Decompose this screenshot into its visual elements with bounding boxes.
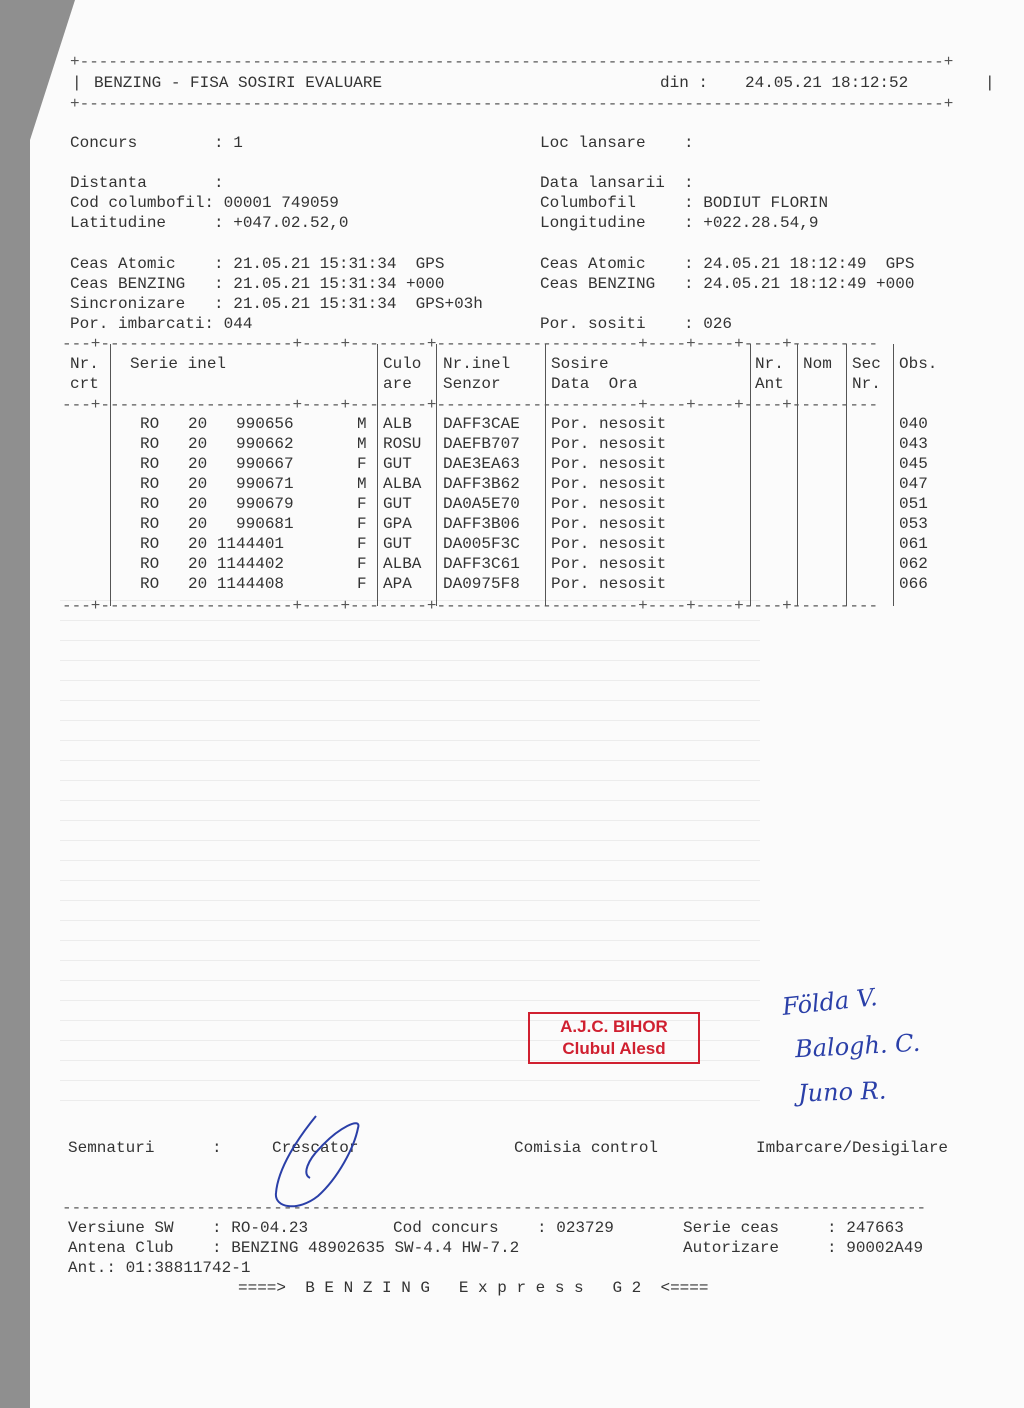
cell-sex: F (357, 495, 367, 513)
cell-obs: 040 (899, 415, 928, 433)
club-stamp (528, 1012, 700, 1064)
th-sec: Sec (852, 355, 881, 373)
info-concurs: Concurs : 1 (70, 134, 243, 152)
header-right-bar: | (985, 74, 995, 92)
col-sep (750, 344, 751, 606)
th-obs: Obs. (899, 355, 938, 373)
th-ant: Ant (755, 375, 784, 393)
col-sep (545, 344, 546, 606)
th-senzor: Senzor (443, 375, 501, 393)
cell-serie-inel: RO 20 990662 (140, 435, 294, 453)
footer-ant: Ant.: 01:38811742-1 (68, 1259, 251, 1277)
cell-sex: M (357, 415, 367, 433)
table-bottom-rule: ---+--------------------+----+--------+---------------------+----+----+----+--------- (62, 597, 879, 615)
footer-serie-ceas: Serie ceas : 247663 (683, 1219, 904, 1237)
cell-obs: 053 (899, 515, 928, 533)
info-loc-lansare: Loc lansare : (540, 134, 694, 152)
th-sosire: Sosire (551, 355, 609, 373)
cell-senzor: DA0975F8 (443, 575, 520, 593)
cell-obs: 047 (899, 475, 928, 493)
header-din-value: 24.05.21 18:12:52 (745, 74, 909, 92)
cell-senzor: DAFF3B62 (443, 475, 520, 493)
cell-serie-inel: RO 20 990681 (140, 515, 294, 533)
handwritten-signature-2: Balogh. C. (794, 1028, 921, 1064)
cell-obs: 066 (899, 575, 928, 593)
cell-obs: 043 (899, 435, 928, 453)
stamp-line-1: A.J.C. BIHOR (560, 1017, 668, 1036)
cell-sex: M (357, 475, 367, 493)
col-sep (436, 344, 437, 606)
cell-serie-inel: RO 20 1144408 (140, 575, 285, 593)
info-longitudine: Longitudine : +022.28.54,9 (540, 214, 819, 232)
info-ceas-benzing-start: Ceas BENZING : 21.05.21 15:31:34 +000 (70, 275, 445, 293)
cell-serie-inel: RO 20 1144402 (140, 555, 285, 573)
th-nr-inel: Nr.inel (443, 355, 511, 373)
cell-culoare: GUT (383, 455, 412, 473)
cell-sosire: Por. nesosit (551, 575, 667, 593)
header-din-label: din : (660, 74, 709, 92)
col-sep (893, 344, 894, 606)
footer-top-rule: ------------------------------------------------------------------------------------------ (62, 1199, 927, 1217)
sig-imbarcare: Imbarcare/Desigilare (756, 1139, 949, 1157)
info-sincronizare: Sincronizare : 21.05.21 15:31:34 GPS+03h (70, 295, 483, 313)
th-nom: Nom (803, 355, 832, 373)
stamp-line-2: Clubul Alesd (562, 1039, 666, 1058)
cell-serie-inel: RO 20 1144401 (140, 535, 285, 553)
cell-culoare: GUT (383, 535, 412, 553)
info-columbofil: Columbofil : BODIUT FLORIN (540, 194, 829, 212)
header-left-bar: | (72, 74, 82, 92)
th-nr-ant: Nr. (755, 355, 784, 373)
col-sep (110, 344, 111, 606)
cell-culoare: ALB (383, 415, 412, 433)
cell-sosire: Por. nesosit (551, 475, 667, 493)
info-ceas-atomic-start: Ceas Atomic : 21.05.21 15:31:34 GPS (70, 255, 445, 273)
cell-culoare: APA (383, 575, 412, 593)
cell-culoare: ALBA (383, 475, 422, 493)
cell-senzor: DAFF3C61 (443, 555, 520, 573)
th-data-ora: Data Ora (551, 375, 638, 393)
cell-sosire: Por. nesosit (551, 435, 667, 453)
th-crt: crt (70, 375, 99, 393)
cell-sex: F (357, 555, 367, 573)
info-por-sositi: Por. sositi : 026 (540, 315, 733, 333)
cell-senzor: DAFF3CAE (443, 415, 520, 433)
cell-senzor: DAFF3B06 (443, 515, 520, 533)
sig-comisia: Comisia control (514, 1139, 659, 1157)
sig-semnaturi: Semnaturi : (68, 1139, 222, 1157)
cell-senzor: DA0A5E70 (443, 495, 520, 513)
cell-sosire: Por. nesosit (551, 515, 667, 533)
sig-crescator: Crescator (272, 1139, 359, 1157)
info-cod-columbofil: Cod columbofil: 00001 749059 (70, 194, 339, 212)
cell-culoare: GPA (383, 515, 412, 533)
cell-sex: M (357, 435, 367, 453)
footer-autorizare: Autorizare : 90002A49 (683, 1239, 924, 1257)
col-sep (846, 344, 847, 606)
cell-serie-inel: RO 20 990679 (140, 495, 294, 513)
cell-obs: 061 (899, 535, 928, 553)
header-top-rule: +------------------------------------------------------------------------------------------+ (70, 53, 954, 71)
header-title: BENZING - FISA SOSIRI EVALUARE (94, 74, 383, 92)
info-distanta: Distanta : (70, 174, 224, 192)
footer-benzing-express: ====> B E N Z I N G E x p r e s s G 2 <==== (238, 1279, 709, 1297)
footer-antena-club: Antena Club : BENZING 48902635 SW-4.4 HW-7.2 (68, 1239, 520, 1257)
cell-culoare: GUT (383, 495, 412, 513)
cell-culoare: ALBA (383, 555, 422, 573)
cell-sosire: Por. nesosit (551, 415, 667, 433)
cell-sex: F (357, 575, 367, 593)
cell-serie-inel: RO 20 990667 (140, 455, 294, 473)
col-sep (797, 344, 798, 606)
th-are: are (383, 375, 412, 393)
cell-sex: F (357, 515, 367, 533)
info-por-imbarcati: Por. imbarcati: 044 (70, 315, 253, 333)
handwritten-signature-1: Földa V. (780, 983, 879, 1021)
cell-sosire: Por. nesosit (551, 455, 667, 473)
cell-obs: 045 (899, 455, 928, 473)
footer-cod-concurs: Cod concurs : 023729 (393, 1219, 614, 1237)
cell-serie-inel: RO 20 990656 (140, 415, 294, 433)
cell-serie-inel: RO 20 990671 (140, 475, 294, 493)
handwritten-signature-3: Juno R. (797, 1076, 887, 1108)
th-serie-inel: Serie inel (130, 355, 227, 373)
table-header-rule: ---+--------------------+----+--------+---------------------+----+----+----+--------- (62, 396, 879, 414)
cell-senzor: DA005F3C (443, 535, 520, 553)
col-sep (377, 344, 378, 606)
cell-senzor: DAEFB707 (443, 435, 520, 453)
cell-obs: 051 (899, 495, 928, 513)
cell-sex: F (357, 535, 367, 553)
info-data-lansarii: Data lansarii : (540, 174, 694, 192)
cell-sosire: Por. nesosit (551, 495, 667, 513)
cell-sosire: Por. nesosit (551, 535, 667, 553)
info-ceas-atomic-end: Ceas Atomic : 24.05.21 18:12:49 GPS (540, 255, 915, 273)
th-culo: Culo (383, 355, 422, 373)
header-bottom-rule: +------------------------------------------------------------------------------------------+ (70, 95, 954, 113)
footer-versiune-sw: Versiune SW : RO-04.23 (68, 1219, 309, 1237)
th-nr: Nr. (70, 355, 99, 373)
table-top-rule: ---+--------------------+----+--------+---------------------+----+----+----+--------- (62, 335, 879, 353)
cell-culoare: ROSU (383, 435, 422, 453)
info-ceas-benzing-end: Ceas BENZING : 24.05.21 18:12:49 +000 (540, 275, 915, 293)
cell-sosire: Por. nesosit (551, 555, 667, 573)
cell-senzor: DAE3EA63 (443, 455, 520, 473)
info-latitudine: Latitudine : +047.02.52,0 (70, 214, 349, 232)
cell-obs: 062 (899, 555, 928, 573)
th-sec-nr: Nr. (852, 375, 881, 393)
cell-sex: F (357, 455, 367, 473)
